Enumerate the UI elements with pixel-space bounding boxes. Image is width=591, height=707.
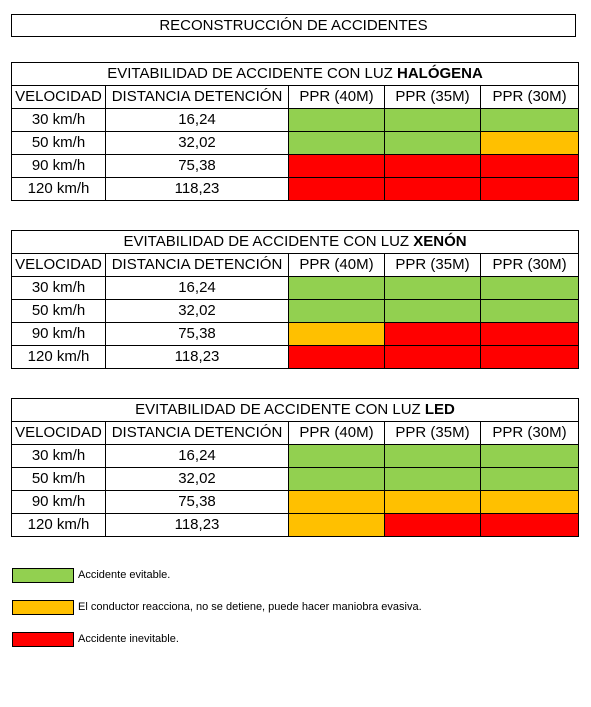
col-ppr-30: PPR (30M): [481, 422, 579, 445]
status-cell-ppr-35: [385, 132, 481, 155]
status-cell-ppr-35: [385, 323, 481, 346]
table-row: [12, 109, 579, 132]
status-cell-ppr-30: [481, 445, 579, 468]
table-row: [12, 132, 579, 155]
distance-cell: 118,23: [106, 514, 289, 537]
speed-cell: 30 km/h: [12, 445, 106, 468]
legend-label: Accidente inevitable.: [78, 633, 179, 645]
distance-cell: 32,02: [106, 300, 289, 323]
status-cell-ppr-40: [289, 514, 385, 537]
status-cell-ppr-40: [289, 155, 385, 178]
status-cell-ppr-30: [481, 491, 579, 514]
distance-cell: 118,23: [106, 178, 289, 201]
legend-swatch-orange: [12, 600, 74, 615]
status-cell-ppr-35: [385, 178, 481, 201]
distance-cell: 75,38: [106, 323, 289, 346]
status-cell-ppr-40: [289, 445, 385, 468]
speed-cell: 30 km/h: [12, 277, 106, 300]
col-ppr-40: PPR (40M): [289, 422, 385, 445]
table-heading: EVITABILIDAD DE ACCIDENTE CON LUZ LED: [12, 399, 579, 422]
status-cell-ppr-30: [481, 300, 579, 323]
col-ppr-30: PPR (30M): [481, 86, 579, 109]
column-header-row: [12, 86, 579, 109]
table-halogen: [11, 62, 579, 201]
status-cell-ppr-35: [385, 514, 481, 537]
distance-cell: 32,02: [106, 468, 289, 491]
table-row: [12, 346, 579, 369]
status-cell-ppr-30: [481, 132, 579, 155]
status-cell-ppr-40: [289, 132, 385, 155]
column-header-row: [12, 254, 579, 277]
table-row: [12, 445, 579, 468]
status-cell-ppr-30: [481, 514, 579, 537]
status-cell-ppr-35: [385, 346, 481, 369]
col-distancia: DISTANCIA DETENCIÓN: [106, 422, 289, 445]
distance-cell: 32,02: [106, 132, 289, 155]
col-distancia: DISTANCIA DETENCIÓN: [106, 86, 289, 109]
table-row: [12, 178, 579, 201]
speed-cell: 120 km/h: [12, 514, 106, 537]
table-row: [12, 468, 579, 491]
legend-swatch-green: [12, 568, 74, 583]
table-row: [12, 277, 579, 300]
speed-cell: 30 km/h: [12, 109, 106, 132]
speed-cell: 120 km/h: [12, 346, 106, 369]
col-ppr-30: PPR (30M): [481, 254, 579, 277]
light-type: LED: [424, 401, 455, 418]
status-cell-ppr-30: [481, 323, 579, 346]
legend-label: Accidente evitable.: [78, 569, 171, 581]
table-row: [12, 514, 579, 537]
speed-cell: 90 km/h: [12, 491, 106, 514]
table-row: [12, 323, 579, 346]
status-cell-ppr-30: [481, 109, 579, 132]
status-cell-ppr-40: [289, 178, 385, 201]
legend-swatch-red: [12, 632, 74, 647]
status-cell-ppr-40: [289, 277, 385, 300]
speed-cell: 50 km/h: [12, 468, 106, 491]
status-cell-ppr-30: [481, 178, 579, 201]
col-ppr-40: PPR (40M): [289, 254, 385, 277]
speed-cell: 90 km/h: [12, 323, 106, 346]
status-cell-ppr-40: [289, 109, 385, 132]
document-title: RECONSTRUCCIÓN DE ACCIDENTES: [11, 14, 576, 37]
status-cell-ppr-30: [481, 468, 579, 491]
status-cell-ppr-35: [385, 445, 481, 468]
speed-cell: 50 km/h: [12, 300, 106, 323]
light-type: XENÓN: [413, 233, 467, 250]
status-cell-ppr-30: [481, 346, 579, 369]
status-cell-ppr-35: [385, 300, 481, 323]
col-velocidad: VELOCIDAD: [12, 86, 106, 109]
table-xenon: [11, 230, 579, 369]
distance-cell: 118,23: [106, 346, 289, 369]
status-cell-ppr-40: [289, 346, 385, 369]
status-cell-ppr-35: [385, 109, 481, 132]
table-heading: EVITABILIDAD DE ACCIDENTE CON LUZ XENÓN: [12, 231, 579, 254]
distance-cell: 16,24: [106, 109, 289, 132]
col-ppr-40: PPR (40M): [289, 86, 385, 109]
col-velocidad: VELOCIDAD: [12, 422, 106, 445]
speed-cell: 50 km/h: [12, 132, 106, 155]
distance-cell: 16,24: [106, 445, 289, 468]
distance-cell: 75,38: [106, 155, 289, 178]
status-cell-ppr-30: [481, 155, 579, 178]
speed-cell: 120 km/h: [12, 178, 106, 201]
status-cell-ppr-35: [385, 491, 481, 514]
column-header-row: [12, 422, 579, 445]
status-cell-ppr-35: [385, 277, 481, 300]
col-ppr-35: PPR (35M): [385, 254, 481, 277]
col-velocidad: VELOCIDAD: [12, 254, 106, 277]
distance-cell: 16,24: [106, 277, 289, 300]
table-row: [12, 155, 579, 178]
status-cell-ppr-40: [289, 300, 385, 323]
col-ppr-35: PPR (35M): [385, 86, 481, 109]
table-row: [12, 491, 579, 514]
col-ppr-35: PPR (35M): [385, 422, 481, 445]
status-cell-ppr-30: [481, 277, 579, 300]
col-distancia: DISTANCIA DETENCIÓN: [106, 254, 289, 277]
legend-label: El conductor reacciona, no se detiene, puede hacer maniobra evasiva.: [78, 601, 422, 613]
status-cell-ppr-35: [385, 468, 481, 491]
table-led: [11, 398, 579, 537]
status-cell-ppr-40: [289, 491, 385, 514]
speed-cell: 90 km/h: [12, 155, 106, 178]
status-cell-ppr-40: [289, 323, 385, 346]
table-heading: EVITABILIDAD DE ACCIDENTE CON LUZ HALÓGENA: [12, 63, 579, 86]
distance-cell: 75,38: [106, 491, 289, 514]
light-type: HALÓGENA: [397, 65, 483, 82]
status-cell-ppr-35: [385, 155, 481, 178]
table-row: [12, 300, 579, 323]
status-cell-ppr-40: [289, 468, 385, 491]
